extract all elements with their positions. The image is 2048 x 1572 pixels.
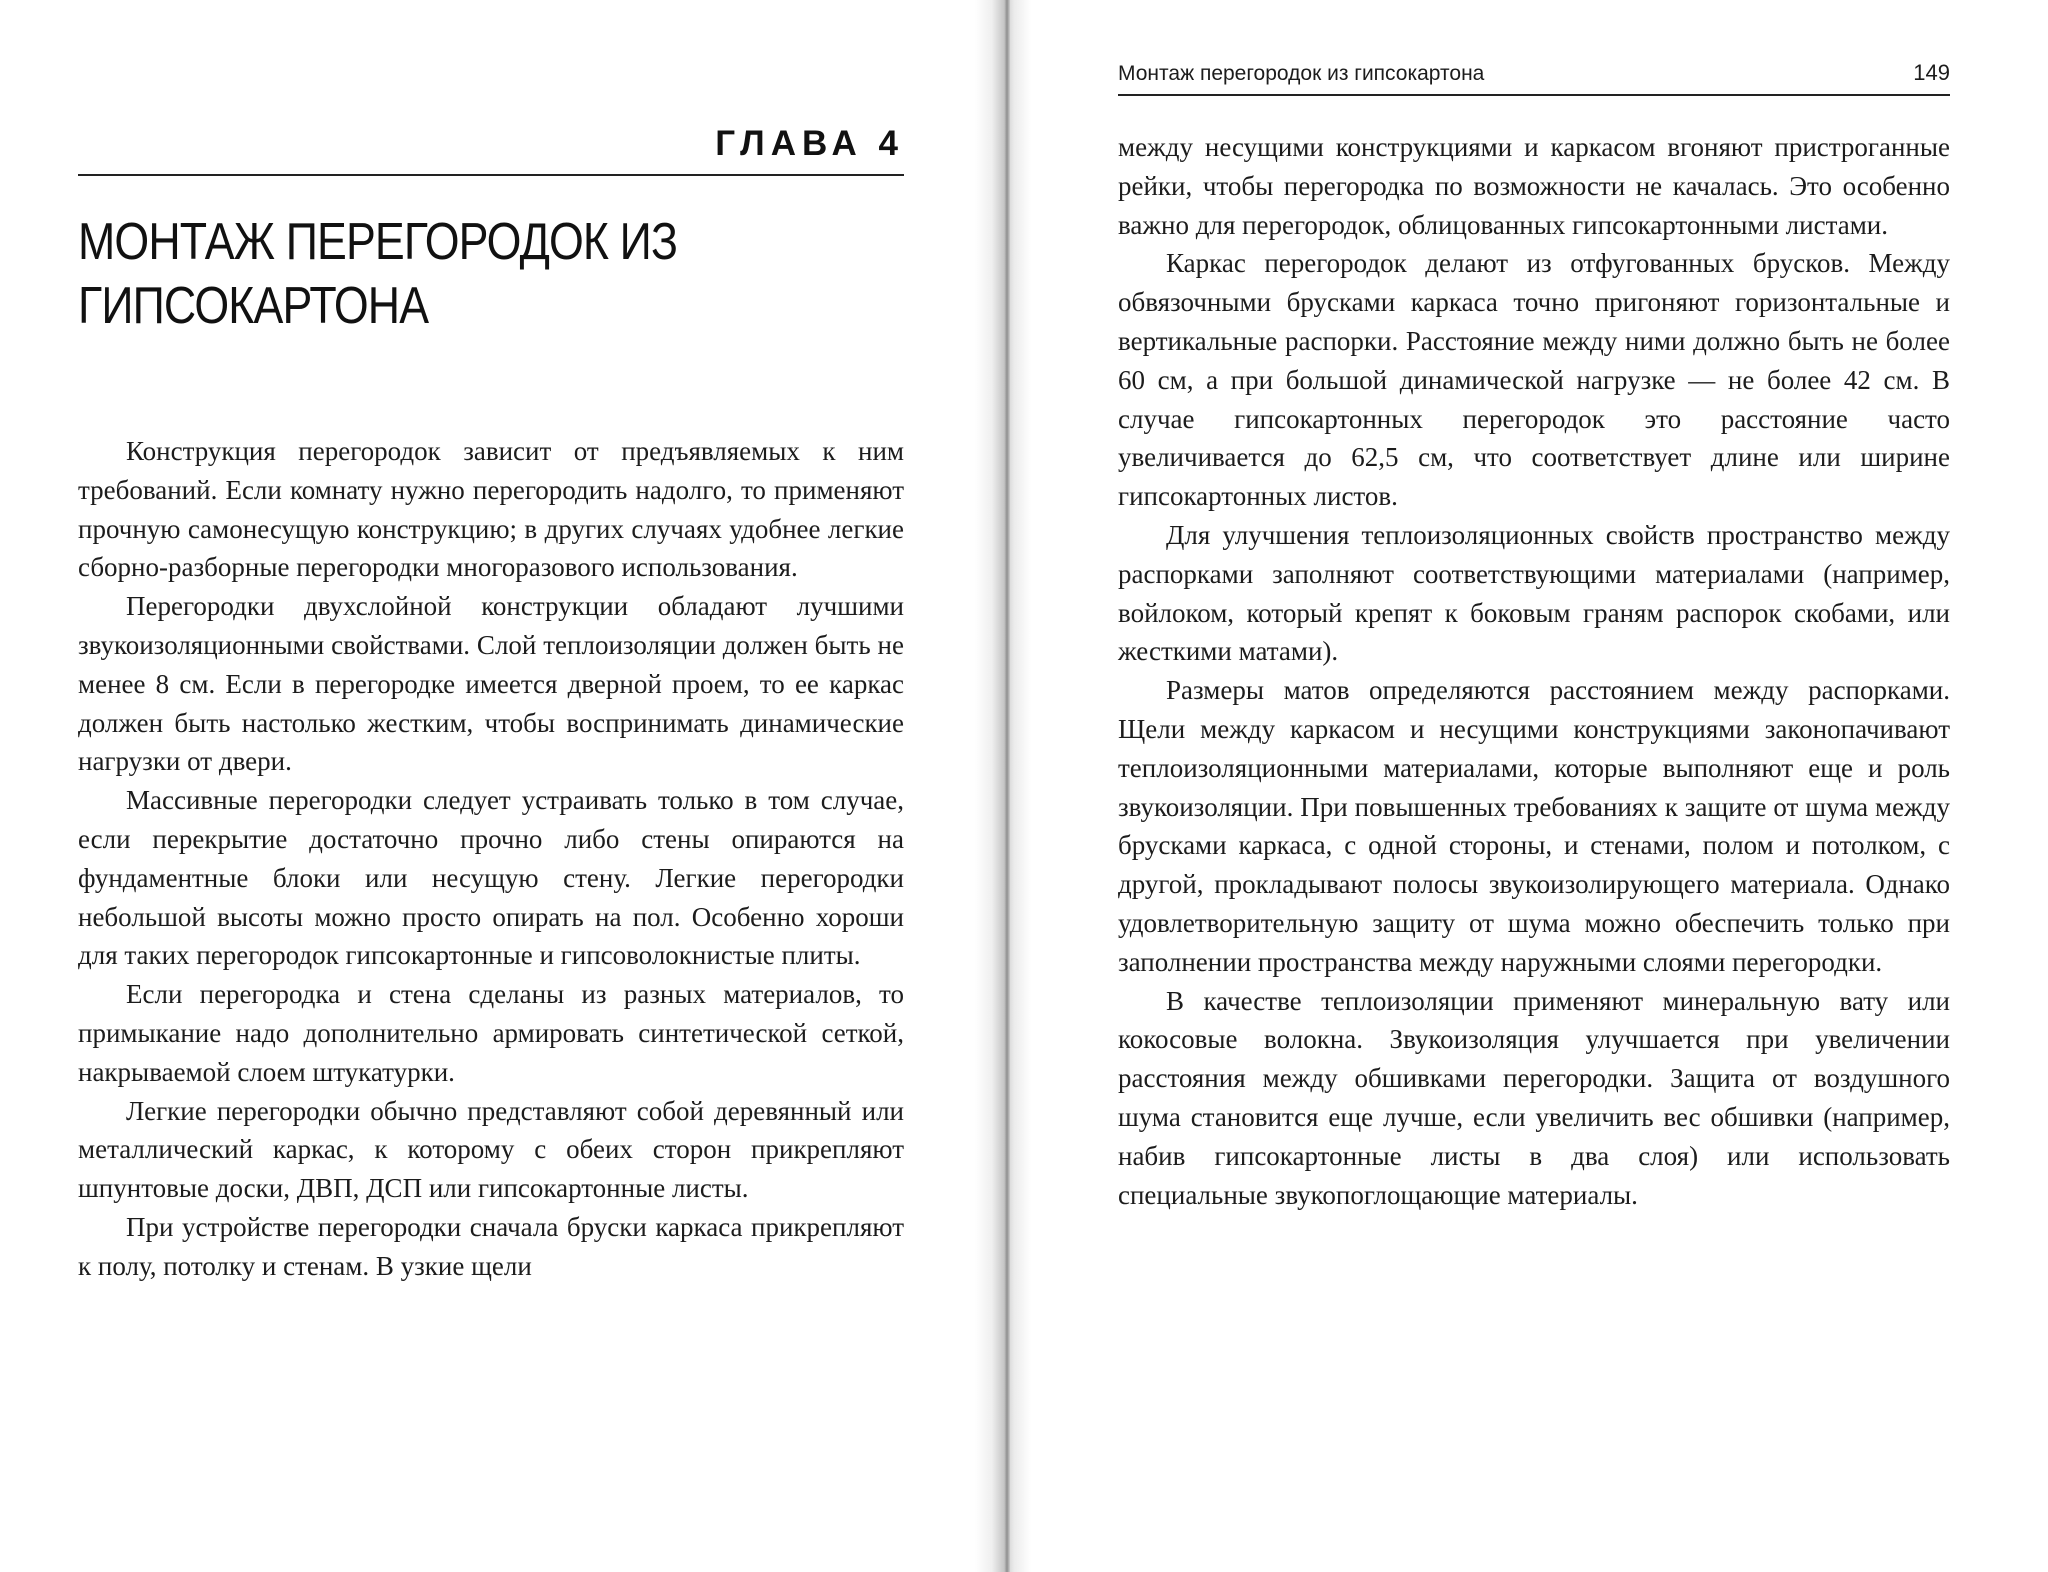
paragraph: Легкие перегородки обычно представляют собой деревянный или металлический каркас, к которому с обеих сторон прикрепляют шпунтовые доски, ДВП, ДСП или гипсокартонные листы.: [78, 1095, 904, 1204]
left-page: [78, 0, 904, 1572]
paragraph: Конструкция перегородок зависит от предъявляемых к ним требований. Если комнату нужно перегородить надолго, то применяют прочную самонесущую конструкцию; в других случаях удобнее легкие сборно-разборные перегородки многоразового использования.: [78, 436, 904, 583]
paragraph: Каркас перегородок делают из отфугованных брусков. Между обвязочными брусками каркаса точно пригоняют горизонтальные и вертикальные распорки. Расстояние между ними должно быть не более 60 см, а при большой динамической нагрузке — не более 42 см. В случае гипсокартонных перегородок это расстояние часто увеличивается до 62,5 см, что соответствует длине или ширине гипсокартонных листов.: [1118, 248, 1950, 512]
paragraph-continuation: между несущими конструкциями и каркасом вгоняют пристроганные рейки, чтобы перегородка по возможности не качалась. Это особенно важно для перегородок, облицованных гипсокартонными листами.: [1118, 132, 1950, 240]
paragraph: Массивные перегородки следует устраивать только в том случае, если перекрытие достаточно прочно либо стены опираются на фундаментные блоки или несущую стену. Легкие перегородки небольшой высоты можно просто опирать на пол. Особенно хороши для таких перегородок гипсокартонные и гипсоволокнистые плиты.: [78, 785, 904, 971]
chapter-label: ГЛАВА 4: [715, 124, 904, 163]
right-body-text: [1118, 128, 1950, 1214]
book-gutter: [1004, 0, 1010, 1572]
right-page: [1118, 0, 1950, 1572]
paragraph: При устройстве перегородки сначала бруски каркаса прикрепляют к полу, потолку и стенам. В узкие щели: [78, 1211, 904, 1281]
page-number: 149: [1913, 60, 1950, 85]
running-head: [1118, 60, 1950, 96]
gutter-shadow: [975, 0, 1031, 1572]
paragraph: Если перегородка и стена сделаны из разных материалов, то примыкание надо дополнительно армировать синтетической сеткой, накрываемой слоем штукатурки.: [78, 979, 904, 1087]
paragraph: Для улучшения теплоизоляционных свойств пространство между распорками заполняют соответствующими материалами (например, войлоком, который крепят к боковым граням распорок скобами, или жесткими матами).: [1118, 519, 1950, 667]
running-title: Монтаж перегородок из гипсокартона: [1118, 62, 1485, 85]
paragraph: Размеры матов определяются расстоянием между распорками. Щели между каркасом и несущими конструкциями законопачивают теплоизоляционными материалами, которые выполняют еще и роль звукоизоляции. При повышенных требованиях к защите от шума между брусками каркаса, с одной стороны, и стенами, полом и потолком, с другой, прокладывают полосы звукоизолирующего материала. Однако удовлетворительную защиту от шума можно обеспечить только при заполнении пространства между наружными слоями перегородки.: [1118, 675, 1950, 977]
chapter-title: МОНТАЖ ПЕРЕГОРОДОК ИЗ ГИПСОКАРТОНА: [78, 213, 678, 335]
left-body-text: [78, 432, 904, 1286]
paragraph: В качестве теплоизоляции применяют минеральную вату или кокосовые волокна. Звукоизоляция улучшается при увеличении расстояния между обшивками перегородки. Защита от воздушного шума становится еще лучше, если увеличить вес обшивки (например, набив гипсокартонные листы в два слоя) или использовать специальные звукопоглощающие материалы.: [1118, 985, 1950, 1210]
chapter-rule: [78, 174, 904, 176]
paragraph: Перегородки двухслойной конструкции обладают лучшими звукоизоляционными свойствами. Слой теплоизоляции должен быть не менее 8 см. Если в перегородке имеется дверной проем, то ее каркас должен быть настолько жестким, чтобы воспринимать динамические нагрузки от двери.: [78, 591, 904, 777]
